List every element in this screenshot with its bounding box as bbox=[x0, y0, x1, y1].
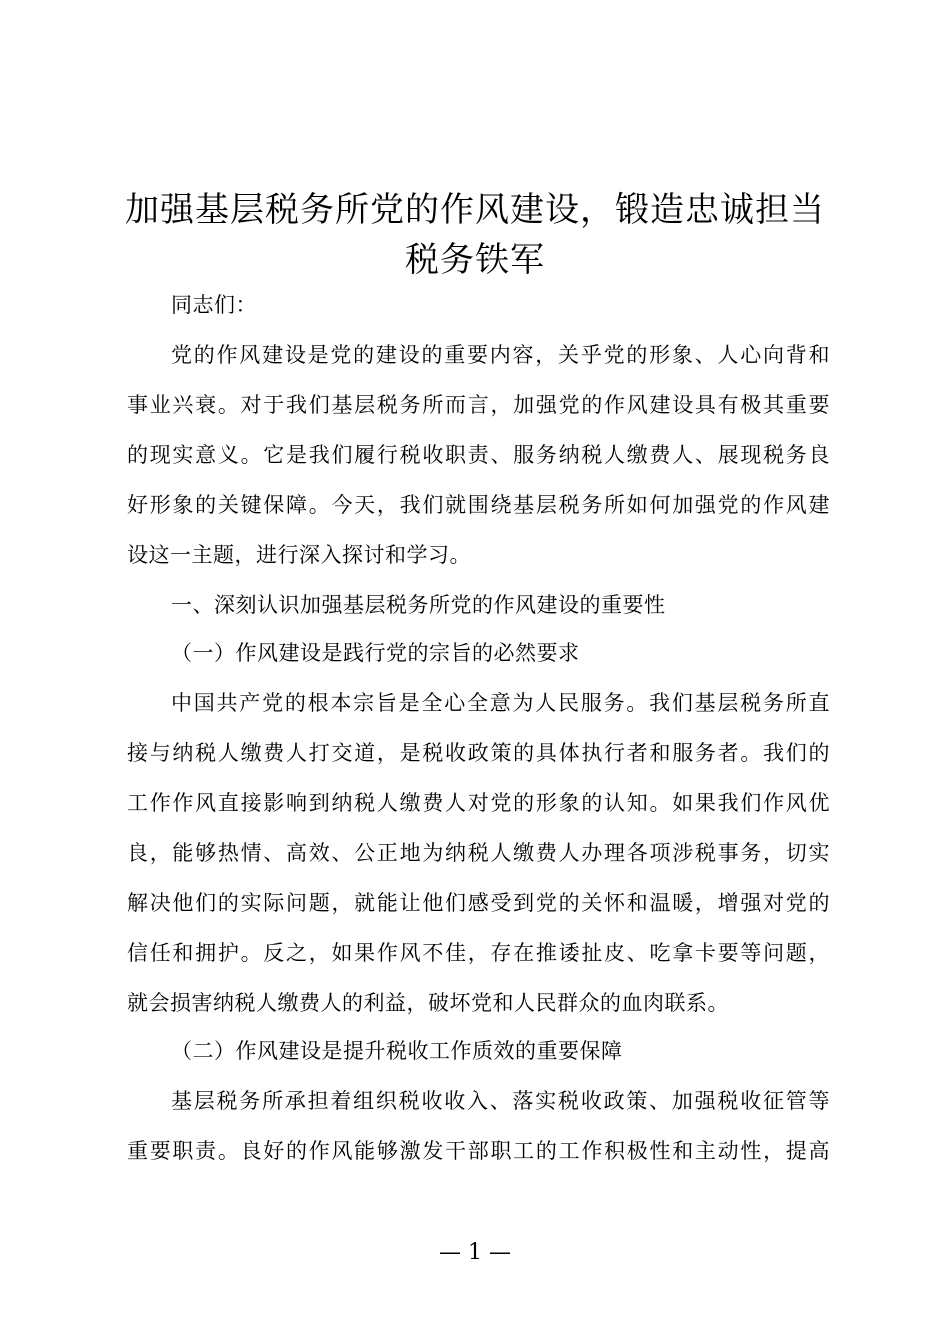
paragraph-1-line-3: 的现实意义。它是我们履行税收职责、服务纳税人缴费人、展现税务良 bbox=[127, 443, 830, 467]
subsection-heading-1: （一）作风建设是践行党的宗旨的必然要求 bbox=[171, 641, 580, 665]
paragraph-3-line-2: 重要职责。良好的作风能够激发干部职工的工作积极性和主动性，提高 bbox=[127, 1139, 830, 1163]
section-heading-1: 一、深刻认识加强基层税务所党的作风建设的重要性 bbox=[171, 593, 666, 617]
paragraph-2-line-4: 良，能够热情、高效、公正地为纳税人缴费人办理各项涉税事务，切实 bbox=[127, 841, 830, 865]
paragraph-2-line-3: 工作作风直接影响到纳税人缴费人对党的形象的认知。如果我们作风优 bbox=[127, 791, 830, 815]
document-title-line-2: 税务铁军 bbox=[405, 240, 545, 280]
salutation: 同志们： bbox=[171, 293, 257, 317]
paragraph-2-line-1: 中国共产党的根本宗旨是全心全意为人民服务。我们基层税务所直 bbox=[171, 691, 830, 715]
document-title-line-1: 加强基层税务所党的作风建设，锻造忠诚担当 bbox=[125, 190, 825, 230]
paragraph-1-line-1: 党的作风建设是党的建设的重要内容，关乎党的形象、人心向背和 bbox=[171, 343, 830, 367]
paragraph-1-line-4: 好形象的关键保障。今天，我们就围绕基层税务所如何加强党的作风建 bbox=[127, 493, 830, 517]
paragraph-2-line-6: 信任和拥护。反之，如果作风不佳，存在推诿扯皮、吃拿卡要等问题， bbox=[127, 941, 830, 965]
page-number: — 1 — bbox=[439, 1240, 511, 1265]
paragraph-3-line-1: 基层税务所承担着组织税收收入、落实税收政策、加强税收征管等 bbox=[171, 1089, 830, 1113]
paragraph-1-line-5: 设这一主题，进行深入探讨和学习。 bbox=[127, 543, 471, 567]
paragraph-2-line-5: 解决他们的实际问题，就能让他们感受到党的关怀和温暖，增强对党的 bbox=[127, 891, 830, 915]
subsection-heading-2: （二）作风建设是提升税收工作质效的重要保障 bbox=[171, 1039, 623, 1063]
paragraph-1-line-2: 事业兴衰。对于我们基层税务所而言，加强党的作风建设具有极其重要 bbox=[127, 393, 830, 417]
paragraph-2-line-7: 就会损害纳税人缴费人的利益，破坏党和人民群众的血肉联系。 bbox=[127, 991, 729, 1015]
paragraph-2-line-2: 接与纳税人缴费人打交道，是税收政策的具体执行者和服务者。我们的 bbox=[127, 741, 830, 765]
